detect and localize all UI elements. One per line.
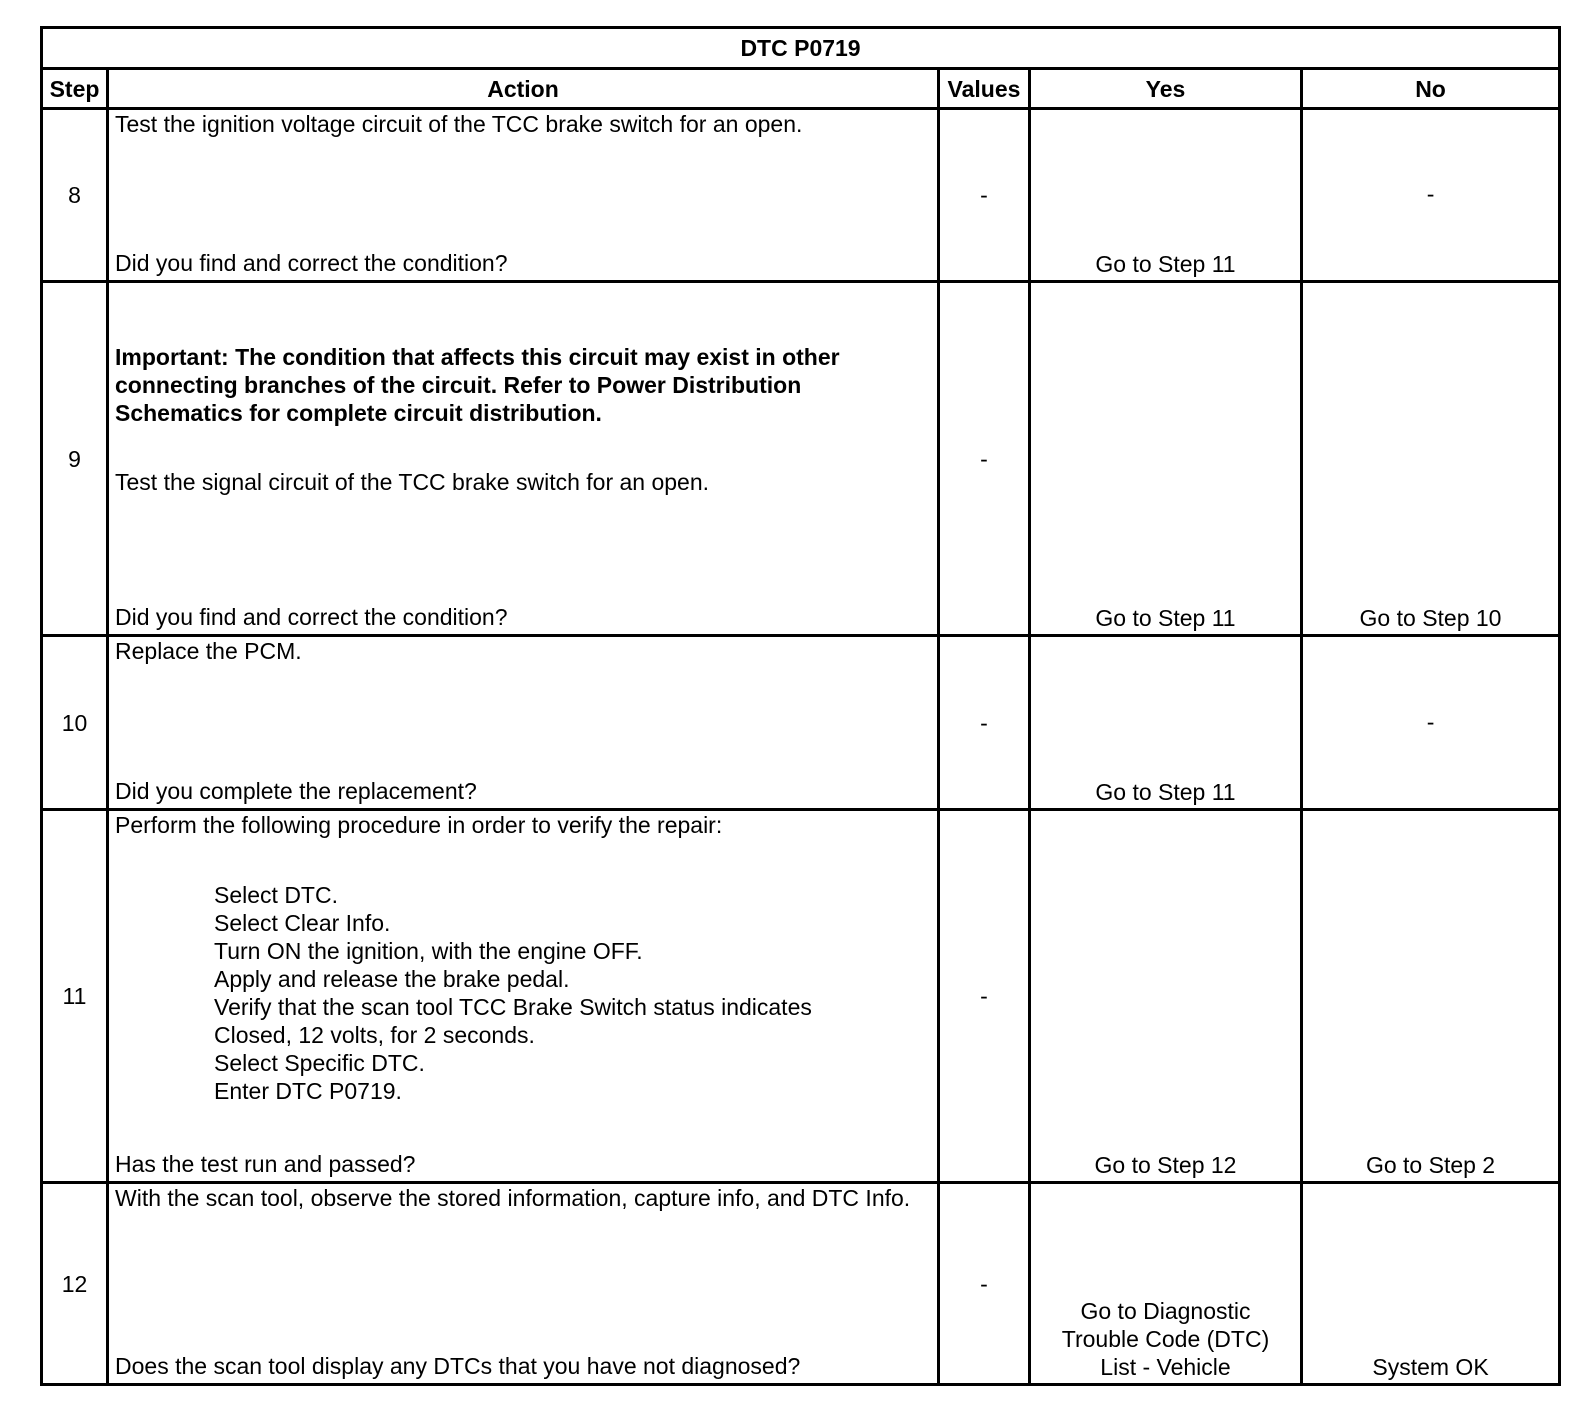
header-row <box>42 69 1560 109</box>
values-cell: - <box>939 810 1030 1183</box>
important-note: Important: The condition that affects this circuit may exist in other connecting branches of the circuit. Refer to Power Distribution Schematics for complete circuit distribution. <box>115 344 840 426</box>
step-number: 8 <box>42 109 108 282</box>
values-cell: - <box>939 1183 1030 1385</box>
header-action: Action <box>108 69 939 109</box>
table-row <box>42 282 1560 636</box>
procedure-step: Apply and release the brake pedal. <box>214 966 570 992</box>
step-number: 12 <box>42 1183 108 1385</box>
no-cell: System OK <box>1302 1183 1560 1385</box>
action-text: Replace the PCM. <box>115 638 302 664</box>
no-cell: - <box>1302 636 1560 810</box>
yes-cell <box>1030 1183 1302 1385</box>
no-cell: Go to Step 10 <box>1302 282 1560 636</box>
yes-cell: Go to Step 12 <box>1030 810 1302 1183</box>
action-cell <box>108 109 939 282</box>
header-yes: Yes <box>1030 69 1302 109</box>
action-question: Did you complete the replacement? <box>115 778 477 804</box>
procedure-step: Closed, 12 volts, for 2 seconds. <box>214 1022 535 1048</box>
dtc-table <box>40 26 1561 1386</box>
no-cell: - <box>1302 109 1560 282</box>
table-title: DTC P0719 <box>42 28 1560 69</box>
procedure-step: Enter DTC P0719. <box>214 1078 402 1104</box>
yes-cell: Go to Step 11 <box>1030 282 1302 636</box>
action-text: Perform the following procedure in order to verify the repair: <box>115 812 723 838</box>
table-row <box>42 636 1560 810</box>
header-no: No <box>1302 69 1560 109</box>
action-text: Test the ignition voltage circuit of the TCC brake switch for an open. <box>115 111 803 137</box>
action-text: With the scan tool, observe the stored information, capture info, and DTC Info. <box>115 1185 911 1211</box>
step-number: 9 <box>42 282 108 636</box>
procedure-step: Verify that the scan tool TCC Brake Switch status indicates <box>214 994 812 1020</box>
table-row <box>42 810 1560 1183</box>
action-question: Has the test run and passed? <box>115 1151 416 1177</box>
procedure-step: Turn ON the ignition, with the engine OFF. <box>214 938 643 964</box>
procedure-step: Select Specific DTC. <box>214 1050 425 1076</box>
yes-cell: Go to Step 11 <box>1030 109 1302 282</box>
step-number: 11 <box>42 810 108 1183</box>
action-question: Does the scan tool display any DTCs that you have not diagnosed? <box>115 1353 801 1379</box>
yes-cell: Go to Step 11 <box>1030 636 1302 810</box>
yes-cell-text: Go to Diagnostic Trouble Code (DTC) List - Vehicle <box>1061 1298 1270 1380</box>
action-question: Did you find and correct the condition? <box>115 604 508 630</box>
step-number: 10 <box>42 636 108 810</box>
table-row <box>42 109 1560 282</box>
table-row <box>42 1183 1560 1385</box>
action-cell <box>108 636 939 810</box>
action-cell <box>108 282 939 636</box>
header-step: Step <box>42 69 108 109</box>
header-values: Values <box>939 69 1030 109</box>
procedure-list <box>115 881 812 1105</box>
values-cell: - <box>939 282 1030 636</box>
action-cell <box>108 1183 939 1385</box>
values-cell: - <box>939 109 1030 282</box>
action-question: Did you find and correct the condition? <box>115 250 508 276</box>
no-cell: Go to Step 2 <box>1302 810 1560 1183</box>
action-text: Test the signal circuit of the TCC brake switch for an open. <box>115 469 710 495</box>
procedure-step: Select DTC. <box>214 882 338 908</box>
values-cell: - <box>939 636 1030 810</box>
action-cell <box>108 810 939 1183</box>
procedure-step: Select Clear Info. <box>214 910 391 936</box>
